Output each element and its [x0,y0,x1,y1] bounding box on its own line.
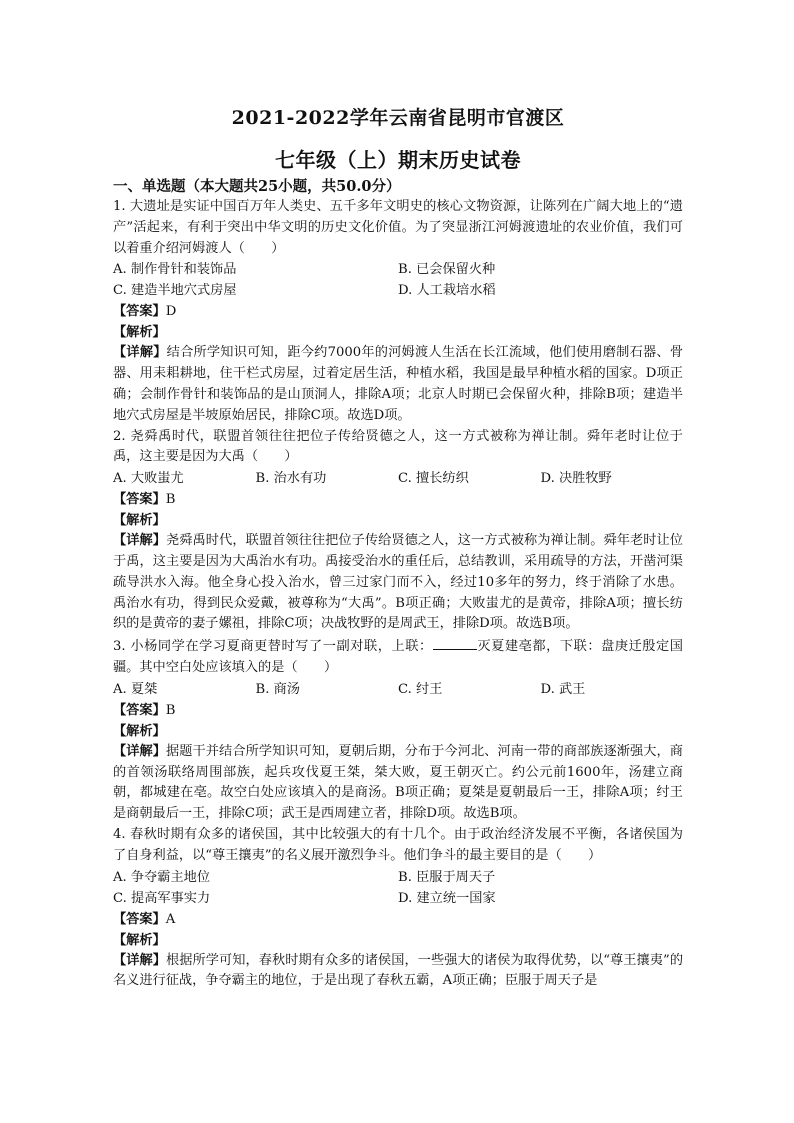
option-d: D. 建立统一国家 [398,890,496,906]
answer-label: 【答案】 [113,702,166,718]
question-4 [113,825,683,992]
answer-line [113,909,683,930]
analysis-label: 【解析】 [113,513,166,529]
answer-line [113,700,683,721]
answer-line [113,489,683,510]
question-stem: 2. 尧舜禹时代，联盟首领往往把位子传给贤德之人，这一方式被称为禅让制。舜年老时让位于禹，这主要是因为大禹（ ） [113,428,683,465]
option-c: C. 纣王 [398,681,443,697]
option-c: C. 擅长纺织 [398,471,469,487]
section-heading: 一、单选题（本大题共25小题，共50.0分） [113,178,401,195]
option-a: A. 争夺霸主地位 [113,869,211,885]
options-row [113,867,683,888]
question-stem: 4. 春秋时期有众多的诸侯国，其中比较强大的有十几个。由于政治经济发展不平衡，各诸侯国为了自身利益，以“尊王攘夷”的名义展开激烈争斗。他们争斗的最主要目的是（ ） [113,826,683,863]
options-row [113,259,683,280]
detail-label: 【详解】 [113,533,167,549]
question-2 [113,427,683,636]
answer-value: A [165,911,176,927]
analysis-label: 【解析】 [113,325,166,341]
option-b: B. 臣服于周天子 [398,869,496,885]
exam-title-line1: 2021-2022学年云南省昆明市官渡区 [231,107,565,129]
option-c: C. 建造半地穴式房屋 [113,283,237,299]
detail-paragraph [113,531,683,635]
option-c: C. 提高军事实力 [113,890,211,906]
answer-value: B [165,702,176,718]
option-d: D. 决胜牧野 [540,471,612,487]
options-row [113,280,683,301]
stem-part-1: 3. 小杨同学在学习夏商更替时写了一副对联，上联： [113,639,433,655]
detail-paragraph [113,742,683,825]
detail-label: 【详解】 [113,345,167,361]
answer-label: 【答案】 [113,911,166,927]
option-b: B. 已会保留火种 [398,262,496,278]
fill-blank [433,635,477,650]
detail-label: 【详解】 [113,743,167,759]
answer-line [113,301,683,322]
options-row [113,888,683,909]
option-a: A. 夏桀 [113,681,158,697]
answer-label: 【答案】 [113,304,166,320]
analysis-label: 【解析】 [113,932,166,948]
detail-paragraph [113,951,683,993]
option-a: A. 大败蚩尤 [113,471,184,487]
answer-label: 【答案】 [113,492,166,508]
detail-label: 【详解】 [113,952,166,968]
detail-text: 结合所学知识可知，距今约7000年的河姆渡人生活在长江流域，他们使用磨制石器、骨器、用耒耜耕地，住干栏式房屋，过着定居生活，种植水稻，我国是最早种植水稻的国家。D项正确；会制作骨针和装饰品的是山顶洞人，排除A项；北京人时期已会保留火种，排除B项；建造半地穴式房屋是半坡原始居民，排除C项。故选D项。 [113,345,684,423]
answer-value: D [165,304,177,320]
option-b: B. 治水有功 [255,471,327,487]
exam-page [113,104,683,992]
detail-text: 据题干并结合所学知识可知，夏朝后期，分布于今河北、河南一带的商部族逐渐强大，商的首领汤联络周围部族，起兵攻伐夏王桀，桀大败，夏王朝灭亡。约公元前1600年，汤建立商朝，都城建在亳。故空白处应该填入的是商汤。B项正确；夏桀是夏朝最后一王，排除A项；纣王是商朝最后一王，排除C项；武王是西周建立者，排除D项。故选B项。 [113,743,683,822]
question-3 [113,635,683,825]
question-1 [113,197,683,427]
options-row [113,679,683,700]
option-d: D. 人工栽培水稻 [398,283,496,299]
answer-value: B [165,492,176,508]
option-d: D. 武王 [540,681,586,697]
option-a: A. 制作骨针和装饰品 [113,262,237,278]
options-row [113,468,683,489]
stem-part-2: 灭夏建亳都，下联：盘庚迁殷定国疆。其中空白处应该填入的是（ ） [113,639,683,675]
detail-paragraph [113,343,683,426]
question-stem [113,635,683,679]
analysis-label: 【解析】 [113,723,166,739]
detail-text: 根据所学可知，春秋时期有众多的诸侯国，一些强大的诸侯为取得优势，以“尊王攘夷”的名义进行征战，争夺霸主的地位，于是出现了春秋五霸，A项正确；臣服于周天子是 [113,952,684,989]
detail-text: 尧舜禹时代，联盟首领往往把位子传给贤德之人，这一方式被称为禅让制。舜年老时让位于禹，这主要是因为大禹治水有功。禹接受治水的重任后，总结教训，采用疏导的方法，开凿河渠疏导洪水入海。他全身心投入治水，曾三过家门而不入，经过10多年的努力，终于消除了水患。禹治水有功，得到民众爱戴，被尊称为“大禹”。B项正确；大败蚩尤的是黄帝，排除A项；擅长纺织的是黄帝的妻子嫘祖，排除C项；决战牧野的是周武王，排除D项。故选B项。 [113,533,683,632]
exam-title-line2: 七年级（上）期末历史试卷 [275,148,521,172]
option-b: B. 商汤 [255,681,300,697]
question-stem: 1. 大遗址是实证中国百万年人类史、五千多年文明史的核心文物资源，让陈列在广阔大地上的“遗产”活起来，有利于突出中华文明的历史文化价值。为了突显浙江河姆渡遗址的农业价值，我们可以着重介绍河姆渡人（ ） [113,199,683,256]
